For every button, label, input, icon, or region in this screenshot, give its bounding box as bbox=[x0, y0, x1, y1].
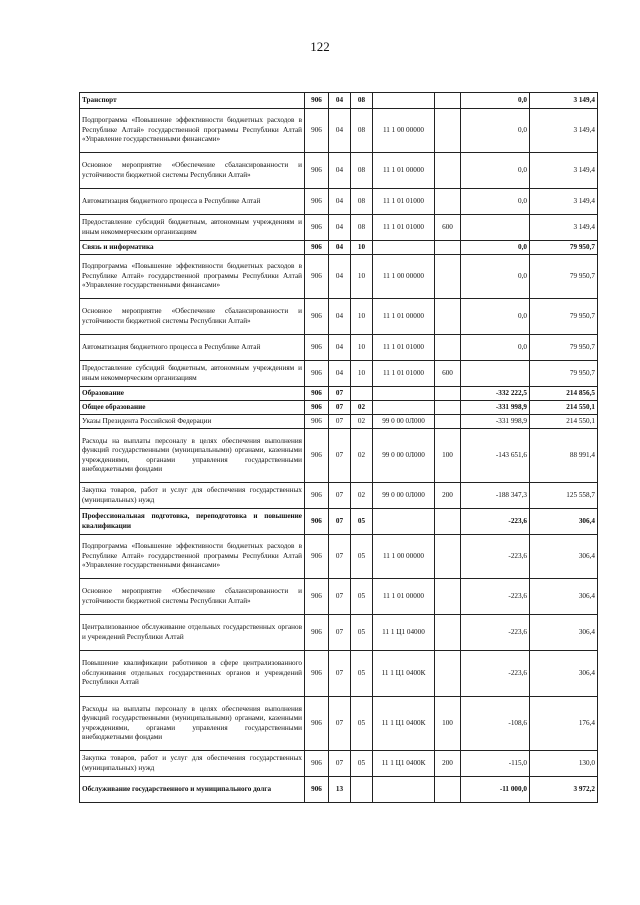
row-csr: 11 1 01 00000 bbox=[373, 153, 435, 189]
row-total: 3 149,4 bbox=[530, 215, 598, 241]
table-row bbox=[80, 415, 598, 429]
row-pr: 08 bbox=[351, 93, 373, 109]
row-name: Предоставление субсидий бюджетным, автономным учреждениям и иным некоммерческим организациям bbox=[80, 215, 305, 241]
row-rz: 07 bbox=[329, 483, 351, 509]
row-total: 79 950,7 bbox=[530, 299, 598, 335]
row-rz: 04 bbox=[329, 109, 351, 153]
row-vr bbox=[435, 415, 461, 429]
row-rz: 04 bbox=[329, 153, 351, 189]
row-vr bbox=[435, 299, 461, 335]
row-vr bbox=[435, 509, 461, 535]
row-total: 3 149,4 bbox=[530, 93, 598, 109]
row-csr bbox=[373, 241, 435, 255]
row-change: 0,0 bbox=[461, 153, 530, 189]
row-csr: 99 0 00 0Л000 bbox=[373, 483, 435, 509]
row-csr bbox=[373, 401, 435, 415]
row-pr: 05 bbox=[351, 697, 373, 751]
row-vr: 600 bbox=[435, 215, 461, 241]
row-change bbox=[461, 361, 530, 387]
table-body bbox=[80, 93, 598, 803]
row-rz: 07 bbox=[329, 387, 351, 401]
table-row bbox=[80, 483, 598, 509]
row-ved: 906 bbox=[305, 535, 329, 579]
row-total: 79 950,7 bbox=[530, 335, 598, 361]
table-row bbox=[80, 615, 598, 651]
row-rz: 04 bbox=[329, 93, 351, 109]
row-pr: 10 bbox=[351, 299, 373, 335]
row-name: Транспорт bbox=[80, 93, 305, 109]
budget-table bbox=[79, 92, 598, 803]
row-ved: 906 bbox=[305, 153, 329, 189]
row-rz: 13 bbox=[329, 777, 351, 803]
row-csr: 99 0 00 0Л000 bbox=[373, 415, 435, 429]
row-vr: 100 bbox=[435, 429, 461, 483]
table-row bbox=[80, 401, 598, 415]
row-name: Расходы на выплаты персоналу в целях обеспечения выполнения функций государственными (муниципальными) органами, казенными учреждениями, органами управления государственными внебюджетными фондами bbox=[80, 697, 305, 751]
table-row bbox=[80, 579, 598, 615]
row-rz: 07 bbox=[329, 751, 351, 777]
row-name: Автоматизация бюджетного процесса в Республике Алтай bbox=[80, 335, 305, 361]
row-total: 79 950,7 bbox=[530, 361, 598, 387]
row-change: -223,6 bbox=[461, 509, 530, 535]
row-csr: 11 1 Ц1 0400К bbox=[373, 651, 435, 697]
row-change: -332 222,5 bbox=[461, 387, 530, 401]
row-pr: 10 bbox=[351, 335, 373, 361]
row-change: -108,6 bbox=[461, 697, 530, 751]
row-change: -223,6 bbox=[461, 535, 530, 579]
row-change: 0,0 bbox=[461, 335, 530, 361]
row-vr bbox=[435, 777, 461, 803]
table-row bbox=[80, 697, 598, 751]
table-row bbox=[80, 153, 598, 189]
row-csr: 11 1 01 01000 bbox=[373, 335, 435, 361]
row-csr: 11 1 Ц1 04000 bbox=[373, 615, 435, 651]
row-name: Основное мероприятие «Обеспечение сбалансированности и устойчивости бюджетной системы Республики Алтай» bbox=[80, 153, 305, 189]
row-change: 0,0 bbox=[461, 109, 530, 153]
row-vr bbox=[435, 535, 461, 579]
row-vr bbox=[435, 241, 461, 255]
row-change: -331 998,9 bbox=[461, 401, 530, 415]
row-rz: 07 bbox=[329, 651, 351, 697]
table-row bbox=[80, 215, 598, 241]
row-total: 88 991,4 bbox=[530, 429, 598, 483]
row-csr: 11 1 01 00000 bbox=[373, 579, 435, 615]
row-rz: 07 bbox=[329, 429, 351, 483]
table-row bbox=[80, 241, 598, 255]
row-vr bbox=[435, 401, 461, 415]
table-row bbox=[80, 335, 598, 361]
row-name: Профессиональная подготовка, переподготовка и повышение квалификации bbox=[80, 509, 305, 535]
row-ved: 906 bbox=[305, 651, 329, 697]
row-change: 0,0 bbox=[461, 255, 530, 299]
row-total: 3 149,4 bbox=[530, 189, 598, 215]
row-rz: 04 bbox=[329, 361, 351, 387]
row-vr bbox=[435, 93, 461, 109]
row-vr bbox=[435, 387, 461, 401]
row-name: Подпрограмма «Повышение эффективности бюджетных расходов в Республике Алтай» государственной программы Республики Алтай «Управление государственными финансами» bbox=[80, 109, 305, 153]
row-csr bbox=[373, 509, 435, 535]
row-csr: 11 1 01 01000 bbox=[373, 189, 435, 215]
row-csr: 11 1 01 01000 bbox=[373, 215, 435, 241]
row-ved: 906 bbox=[305, 109, 329, 153]
row-total: 130,0 bbox=[530, 751, 598, 777]
row-vr bbox=[435, 153, 461, 189]
row-csr: 11 1 00 00000 bbox=[373, 109, 435, 153]
row-change: 0,0 bbox=[461, 93, 530, 109]
row-rz: 04 bbox=[329, 215, 351, 241]
row-ved: 906 bbox=[305, 299, 329, 335]
row-rz: 07 bbox=[329, 579, 351, 615]
row-change: -223,6 bbox=[461, 615, 530, 651]
row-vr bbox=[435, 651, 461, 697]
table-row bbox=[80, 535, 598, 579]
row-change bbox=[461, 215, 530, 241]
row-total: 306,4 bbox=[530, 535, 598, 579]
row-vr bbox=[435, 255, 461, 299]
row-change: 0,0 bbox=[461, 241, 530, 255]
row-name: Указы Президента Российской Федерации bbox=[80, 415, 305, 429]
row-csr bbox=[373, 387, 435, 401]
row-pr: 05 bbox=[351, 579, 373, 615]
row-pr: 10 bbox=[351, 255, 373, 299]
row-pr: 02 bbox=[351, 415, 373, 429]
row-pr: 05 bbox=[351, 651, 373, 697]
row-rz: 04 bbox=[329, 299, 351, 335]
row-change: 0,0 bbox=[461, 189, 530, 215]
table-row bbox=[80, 777, 598, 803]
row-vr: 200 bbox=[435, 483, 461, 509]
row-ved: 906 bbox=[305, 751, 329, 777]
row-change: 0,0 bbox=[461, 299, 530, 335]
row-rz: 07 bbox=[329, 401, 351, 415]
row-name: Обслуживание государственного и муниципального долга bbox=[80, 777, 305, 803]
row-csr: 11 1 01 00000 bbox=[373, 299, 435, 335]
row-name: Связь и информатика bbox=[80, 241, 305, 255]
row-name: Образование bbox=[80, 387, 305, 401]
row-pr: 10 bbox=[351, 361, 373, 387]
table-row bbox=[80, 429, 598, 483]
row-pr: 05 bbox=[351, 615, 373, 651]
row-csr bbox=[373, 93, 435, 109]
row-rz: 07 bbox=[329, 415, 351, 429]
row-change: -223,6 bbox=[461, 651, 530, 697]
row-total: 306,4 bbox=[530, 509, 598, 535]
row-csr: 11 1 00 00000 bbox=[373, 255, 435, 299]
row-pr: 05 bbox=[351, 509, 373, 535]
row-ved: 906 bbox=[305, 401, 329, 415]
row-name: Централизованное обслуживание отдельных государственных органов и учреждений Республики Алтай bbox=[80, 615, 305, 651]
row-pr: 08 bbox=[351, 153, 373, 189]
row-change: -143 651,6 bbox=[461, 429, 530, 483]
table-row bbox=[80, 509, 598, 535]
row-total: 214 550,1 bbox=[530, 401, 598, 415]
row-pr: 02 bbox=[351, 483, 373, 509]
row-total: 3 149,4 bbox=[530, 109, 598, 153]
row-ved: 906 bbox=[305, 241, 329, 255]
row-pr: 08 bbox=[351, 215, 373, 241]
row-total: 79 950,7 bbox=[530, 241, 598, 255]
row-csr: 11 1 Ц1 0400К bbox=[373, 751, 435, 777]
table-row bbox=[80, 299, 598, 335]
row-pr: 08 bbox=[351, 109, 373, 153]
table-row bbox=[80, 651, 598, 697]
table-row bbox=[80, 109, 598, 153]
row-csr: 11 1 Ц1 0400К bbox=[373, 697, 435, 751]
row-vr bbox=[435, 615, 461, 651]
row-vr: 600 bbox=[435, 361, 461, 387]
row-vr: 200 bbox=[435, 751, 461, 777]
row-csr: 99 0 00 0Л000 bbox=[373, 429, 435, 483]
row-csr: 11 1 01 01000 bbox=[373, 361, 435, 387]
row-name: Повышение квалификации работников в сфере централизованного обслуживания отдельных государственных органов и учреждений Республики Алтай bbox=[80, 651, 305, 697]
row-ved: 906 bbox=[305, 93, 329, 109]
row-name: Расходы на выплаты персоналу в целях обеспечения выполнения функций государственными (муниципальными) органами, казенными учреждениями, органами управления государственными внебюджетными фондами bbox=[80, 429, 305, 483]
table-row bbox=[80, 255, 598, 299]
row-rz: 07 bbox=[329, 697, 351, 751]
table-row bbox=[80, 361, 598, 387]
row-vr bbox=[435, 335, 461, 361]
table-row bbox=[80, 93, 598, 109]
table-row bbox=[80, 387, 598, 401]
row-total: 176,4 bbox=[530, 697, 598, 751]
row-ved: 906 bbox=[305, 509, 329, 535]
row-total: 3 972,2 bbox=[530, 777, 598, 803]
row-rz: 07 bbox=[329, 535, 351, 579]
table-row bbox=[80, 751, 598, 777]
row-rz: 04 bbox=[329, 189, 351, 215]
row-ved: 906 bbox=[305, 387, 329, 401]
row-name: Автоматизация бюджетного процесса в Республике Алтай bbox=[80, 189, 305, 215]
row-ved: 906 bbox=[305, 335, 329, 361]
row-vr bbox=[435, 189, 461, 215]
row-rz: 07 bbox=[329, 615, 351, 651]
row-pr: 05 bbox=[351, 751, 373, 777]
row-name: Основное мероприятие «Обеспечение сбалансированности и устойчивости бюджетной системы Республики Алтай» bbox=[80, 299, 305, 335]
row-total: 306,4 bbox=[530, 579, 598, 615]
row-pr: 02 bbox=[351, 401, 373, 415]
row-pr bbox=[351, 777, 373, 803]
row-ved: 906 bbox=[305, 429, 329, 483]
row-pr bbox=[351, 387, 373, 401]
row-change: -188 347,3 bbox=[461, 483, 530, 509]
row-pr: 08 bbox=[351, 189, 373, 215]
table-row bbox=[80, 189, 598, 215]
row-name: Предоставление субсидий бюджетным, автономным учреждениям и иным некоммерческим организациям bbox=[80, 361, 305, 387]
row-ved: 906 bbox=[305, 255, 329, 299]
row-ved: 906 bbox=[305, 615, 329, 651]
row-vr bbox=[435, 109, 461, 153]
row-ved: 906 bbox=[305, 483, 329, 509]
row-change: -115,0 bbox=[461, 751, 530, 777]
page-number: 122 bbox=[310, 39, 330, 54]
row-pr: 02 bbox=[351, 429, 373, 483]
row-pr: 10 bbox=[351, 241, 373, 255]
row-change: -223,6 bbox=[461, 579, 530, 615]
row-name: Подпрограмма «Повышение эффективности бюджетных расходов в Республике Алтай» государственной программы Республики Алтай «Управление государственными финансами» bbox=[80, 255, 305, 299]
row-vr bbox=[435, 579, 461, 615]
row-ved: 906 bbox=[305, 777, 329, 803]
row-pr: 05 bbox=[351, 535, 373, 579]
row-total: 125 558,7 bbox=[530, 483, 598, 509]
row-csr: 11 1 00 00000 bbox=[373, 535, 435, 579]
row-total: 3 149,4 bbox=[530, 153, 598, 189]
row-total: 306,4 bbox=[530, 651, 598, 697]
row-rz: 07 bbox=[329, 509, 351, 535]
row-rz: 04 bbox=[329, 335, 351, 361]
row-ved: 906 bbox=[305, 415, 329, 429]
row-ved: 906 bbox=[305, 361, 329, 387]
row-total: 214 856,5 bbox=[530, 387, 598, 401]
row-ved: 906 bbox=[305, 215, 329, 241]
row-rz: 04 bbox=[329, 255, 351, 299]
row-name: Закупка товаров, работ и услуг для обеспечения государственных (муниципальных) нужд bbox=[80, 483, 305, 509]
row-total: 79 950,7 bbox=[530, 255, 598, 299]
row-ved: 906 bbox=[305, 579, 329, 615]
row-vr: 100 bbox=[435, 697, 461, 751]
row-total: 214 550,1 bbox=[530, 415, 598, 429]
row-name: Общее образование bbox=[80, 401, 305, 415]
row-name: Подпрограмма «Повышение эффективности бюджетных расходов в Республике Алтай» государственной программы Республики Алтай «Управление государственными финансами» bbox=[80, 535, 305, 579]
row-name: Закупка товаров, работ и услуг для обеспечения государственных (муниципальных) нужд bbox=[80, 751, 305, 777]
row-change: -11 000,0 bbox=[461, 777, 530, 803]
row-csr bbox=[373, 777, 435, 803]
row-ved: 906 bbox=[305, 697, 329, 751]
row-total: 306,4 bbox=[530, 615, 598, 651]
row-change: -331 998,9 bbox=[461, 415, 530, 429]
row-name: Основное мероприятие «Обеспечение сбалансированности и устойчивости бюджетной системы Республики Алтай» bbox=[80, 579, 305, 615]
row-rz: 04 bbox=[329, 241, 351, 255]
row-ved: 906 bbox=[305, 189, 329, 215]
